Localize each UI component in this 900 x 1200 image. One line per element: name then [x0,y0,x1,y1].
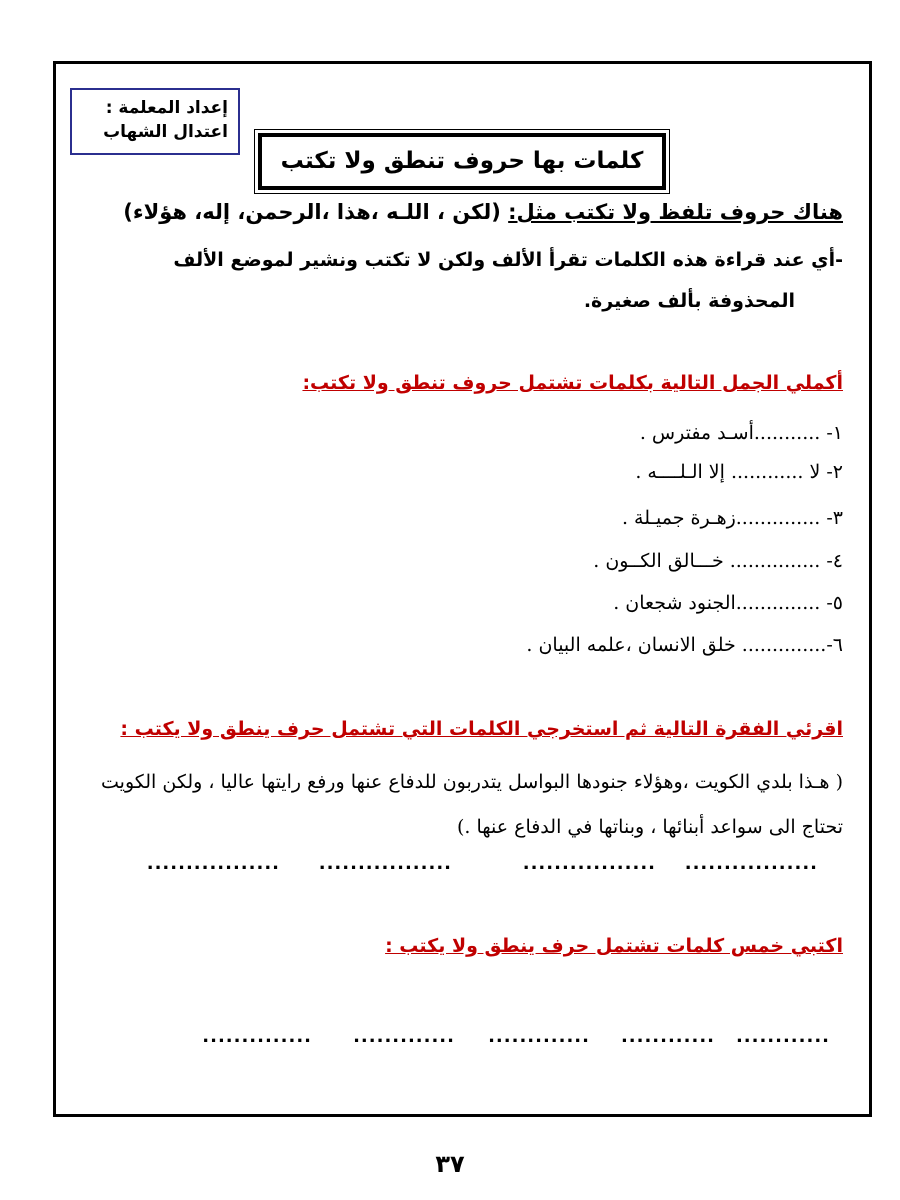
author-box [70,88,240,155]
exercise-item: ٣- ..............زهـرة جميـلة . [621,507,843,529]
answer-blank[interactable]: ................. [146,853,280,874]
section2-heading: اقرئي الفقرة التالية ثم استخرجي الكلمات التي تشتمل حرف ينطق ولا يكتب : [120,718,843,740]
author-name: اعتدال الشهاب [103,122,228,142]
answer-blank[interactable]: ............. [488,1026,590,1047]
exercise-item: ١- ...........أسـد مفترس . [639,422,843,444]
intro-line [123,200,843,224]
answer-blank[interactable]: ............ [620,1026,715,1047]
note-line-1: -أي عند قراءة هذه الكلمات تقرأ الألف ولكن لا تكتب ونشير لموضع الألف [173,249,843,271]
page-title: كلمات بها حروف تنطق ولا تكتب [258,133,666,190]
section1-heading: أكملي الجمل التالية بكلمات تشتمل حروف تنطق ولا تكتب: [302,372,843,394]
answer-blank[interactable]: ............ [735,1026,830,1047]
author-label: إعداد المعلمة : [105,98,228,118]
intro-examples: (لكن ، اللـه ،هذا ،الرحمن، إله، هؤلاء) [123,200,501,224]
intro-lead: هناك حروف تلفظ ولا تكتب مثل: [508,200,843,224]
exercise-item: ٤- ............... خـــالق الكــون . [593,550,843,572]
reading-paragraph: ( هـذا بلدي الكويت ،وهؤلاء جنودها البواسل يتدربون للدفاع عنها ورفع رايتها عاليا ، ولكن الكويت تحتاج الى سواعد أبنائها ، وبناتها في الدفاع عنها .) [101,771,843,838]
answer-blank[interactable]: ................. [522,853,656,874]
exercise-item: ٢- لا ............ إلا الـلــــه . [635,461,843,483]
note-line-2: المحذوفة بألف صغيرة. [583,290,795,312]
answer-blank[interactable]: ................. [318,853,452,874]
exercise-item: ٦-.............. خلق الانسان ،علمه البيان . [526,634,843,656]
answer-blank[interactable]: .............. [202,1026,312,1047]
answer-blank[interactable]: ............. [353,1026,455,1047]
page-number: ٣٧ [435,1150,465,1178]
exercise-item: ٥- ..............الجنود شجعان . [613,592,843,614]
answer-blank[interactable]: ................. [684,853,818,874]
section3-heading: اكتبي خمس كلمات تشتمل حرف ينطق ولا يكتب : [385,935,843,957]
